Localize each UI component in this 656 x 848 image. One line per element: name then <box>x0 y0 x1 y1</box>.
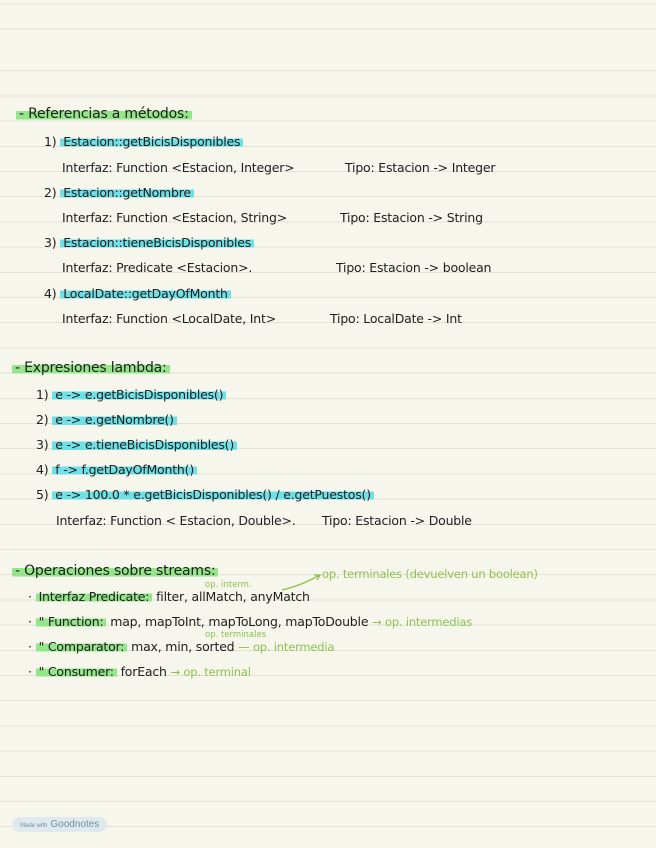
lambda-item-4: 4) f -> f.getDayOfMonth() <box>36 462 197 478</box>
ref-item-4-detail: Interfaz: Function <LocalDate, Int> <box>62 311 276 326</box>
ref-item-1: 1) Estacion::getBicisDisponibles <box>44 134 243 150</box>
note-op-terminales: op. terminales <box>205 630 267 640</box>
lambda-item-1: 1) e -> e.getBicisDisponibles() <box>36 387 226 403</box>
ref-item-4-tipo: Tipo: LocalDate -> Int <box>330 311 462 326</box>
ref-item-4: 4) LocalDate::getDayOfMonth <box>44 286 231 302</box>
stream-row-consumer: · " Consumer: forEach → op. terminal <box>28 664 251 679</box>
stream-row-predicate: · Interfaz Predicate: filter, allMatch, anyMatch <box>28 589 310 604</box>
lambda-interfaz: Interfaz: Function < Estacion, Double>. <box>56 513 296 528</box>
lambda-item-5: 5) e -> 100.0 * e.getBicisDisponibles() / e.getPuestos() <box>36 487 374 503</box>
note-terminales-boolean: op. terminales (devuelven un boolean) <box>322 567 538 581</box>
goodnotes-badge[interactable]: Made with Goodnotes <box>12 817 107 832</box>
ref-item-1-tipo: Tipo: Estacion -> Integer <box>345 160 496 175</box>
ref-item-2-detail: Interfaz: Function <Estacion, String> <box>62 210 287 225</box>
ref-item-2-tipo: Tipo: Estacion -> String <box>340 210 483 225</box>
lambda-tipo: Tipo: Estacion -> Double <box>322 513 472 528</box>
heading-referencias: - Referencias a métodos: <box>16 106 192 122</box>
stream-row-function: · " Function: map, mapToInt, mapToLong, mapToDouble → op. intermedias <box>28 614 473 629</box>
ref-item-1-detail: Interfaz: Function <Estacion, Integer> <box>62 160 295 175</box>
ref-item-3-tipo: Tipo: Estacion -> boolean <box>336 260 492 275</box>
ref-item-3: 3) Estacion::tieneBicisDisponibles <box>44 235 254 251</box>
ref-item-2: 2) Estacion::getNombre <box>44 185 194 201</box>
note-op-interm: op. interm. <box>205 580 252 590</box>
heading-lambda: - Expresiones lambda: <box>12 360 170 376</box>
ref-item-3-detail: Interfaz: Predicate <Estacion>. <box>62 260 253 275</box>
lambda-item-2: 2) e -> e.getNombre() <box>36 412 177 428</box>
heading-operaciones: - Operaciones sobre streams: <box>12 563 218 579</box>
stream-row-comparator: · " Comparator: max, min, sorted — op. intermedia <box>28 639 335 654</box>
lambda-item-3: 3) e -> e.tieneBicisDisponibles() <box>36 437 237 453</box>
